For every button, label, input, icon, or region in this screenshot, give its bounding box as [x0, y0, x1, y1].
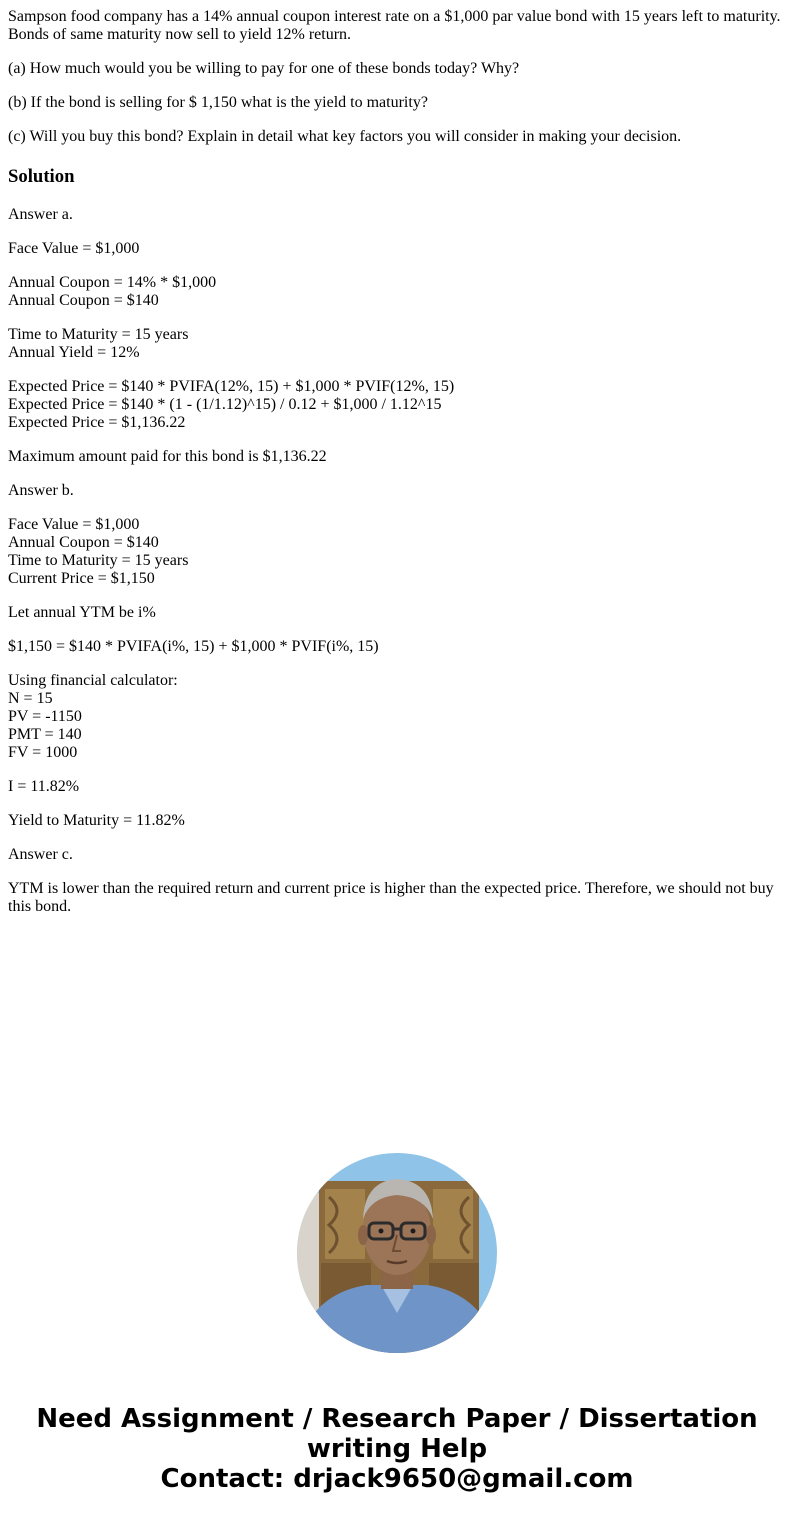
- answer-a-price-block: [8, 378, 786, 432]
- answer-b-coupon: Annual Coupon = $140: [8, 534, 159, 551]
- answer-a-face-value: Face Value = $1,000: [8, 240, 140, 257]
- solution-heading: Solution: [8, 166, 75, 187]
- answer-a-conclusion: Maximum amount paid for this bond is $1,136.22: [8, 448, 327, 465]
- answer-a-annual-yield: Annual Yield = 12%: [8, 344, 140, 361]
- promo-contact: Contact: drjack9650@gmail.com: [160, 1464, 634, 1494]
- answer-b-n: N = 15: [8, 690, 53, 707]
- answer-a-coupon-formula: Annual Coupon = 14% * $1,000: [8, 274, 217, 291]
- answer-b-time-to-maturity: Time to Maturity = 15 years: [8, 552, 189, 569]
- promo-line-2: writing Help: [306, 1434, 488, 1464]
- avatar-illustration: [297, 1153, 497, 1353]
- answer-a-label: Answer a.: [8, 206, 73, 223]
- answer-b-equation: $1,150 = $140 * PVIFA(i%, 15) + $1,000 * PVIF(i%, 15): [8, 638, 379, 655]
- answer-a-price-result: Expected Price = $1,136.22: [8, 414, 186, 431]
- question-part-b: (b) If the bond is selling for $ 1,150 what is the yield to maturity?: [8, 94, 428, 111]
- answer-b-pmt: PMT = 140: [8, 726, 82, 743]
- question-part-a: (a) How much would you be willing to pay for one of these bonds today? Why?: [8, 60, 520, 77]
- tutor-avatar-photo: [297, 1153, 497, 1353]
- question-intro: Sampson food company has a 14% annual coupon interest rate on a $1,000 par value bond with 15 years left to maturity. Bonds of same maturity now sell to yield 12% return.: [8, 8, 781, 43]
- answer-b-current-price: Current Price = $1,150: [8, 570, 155, 587]
- answer-b-label: Answer b.: [8, 482, 74, 499]
- promo-line-1: Need Assignment / Research Paper / Dissertation: [36, 1404, 758, 1434]
- answer-b-face-value: Face Value = $1,000: [8, 516, 140, 533]
- answer-b-let-ytm: Let annual YTM be i%: [8, 604, 156, 621]
- answer-b-pv: PV = -1150: [8, 708, 82, 725]
- answer-a-price-expanded: Expected Price = $140 * (1 - (1/1.12)^15) / 0.12 + $1,000 / 1.12^15: [8, 396, 442, 413]
- answer-b-calculator-block: [8, 672, 786, 762]
- answer-a-coupon-value: Annual Coupon = $140: [8, 292, 159, 309]
- answer-a-coupon-block: [8, 274, 786, 310]
- answer-b-ytm: Yield to Maturity = 11.82%: [8, 812, 185, 829]
- answer-b-i: I = 11.82%: [8, 778, 80, 795]
- answer-a-terms-block: [8, 326, 786, 362]
- answer-a-price-formula: Expected Price = $140 * PVIFA(12%, 15) + $1,000 * PVIF(12%, 15): [8, 378, 455, 395]
- answer-a-time-to-maturity: Time to Maturity = 15 years: [8, 326, 189, 343]
- document-body: [8, 8, 786, 932]
- answer-b-given-block: [8, 516, 786, 588]
- answer-c-text: YTM is lower than the required return and current price is higher than the expected price. Therefore, we should not buy this bond.: [8, 880, 774, 915]
- promo-banner: [0, 1404, 794, 1494]
- answer-c-label: Answer c.: [8, 846, 73, 863]
- answer-b-calculator-intro: Using financial calculator:: [8, 672, 178, 689]
- answer-b-fv: FV = 1000: [8, 744, 78, 761]
- question-part-c: (c) Will you buy this bond? Explain in detail what key factors you will consider in making your decision.: [8, 128, 682, 145]
